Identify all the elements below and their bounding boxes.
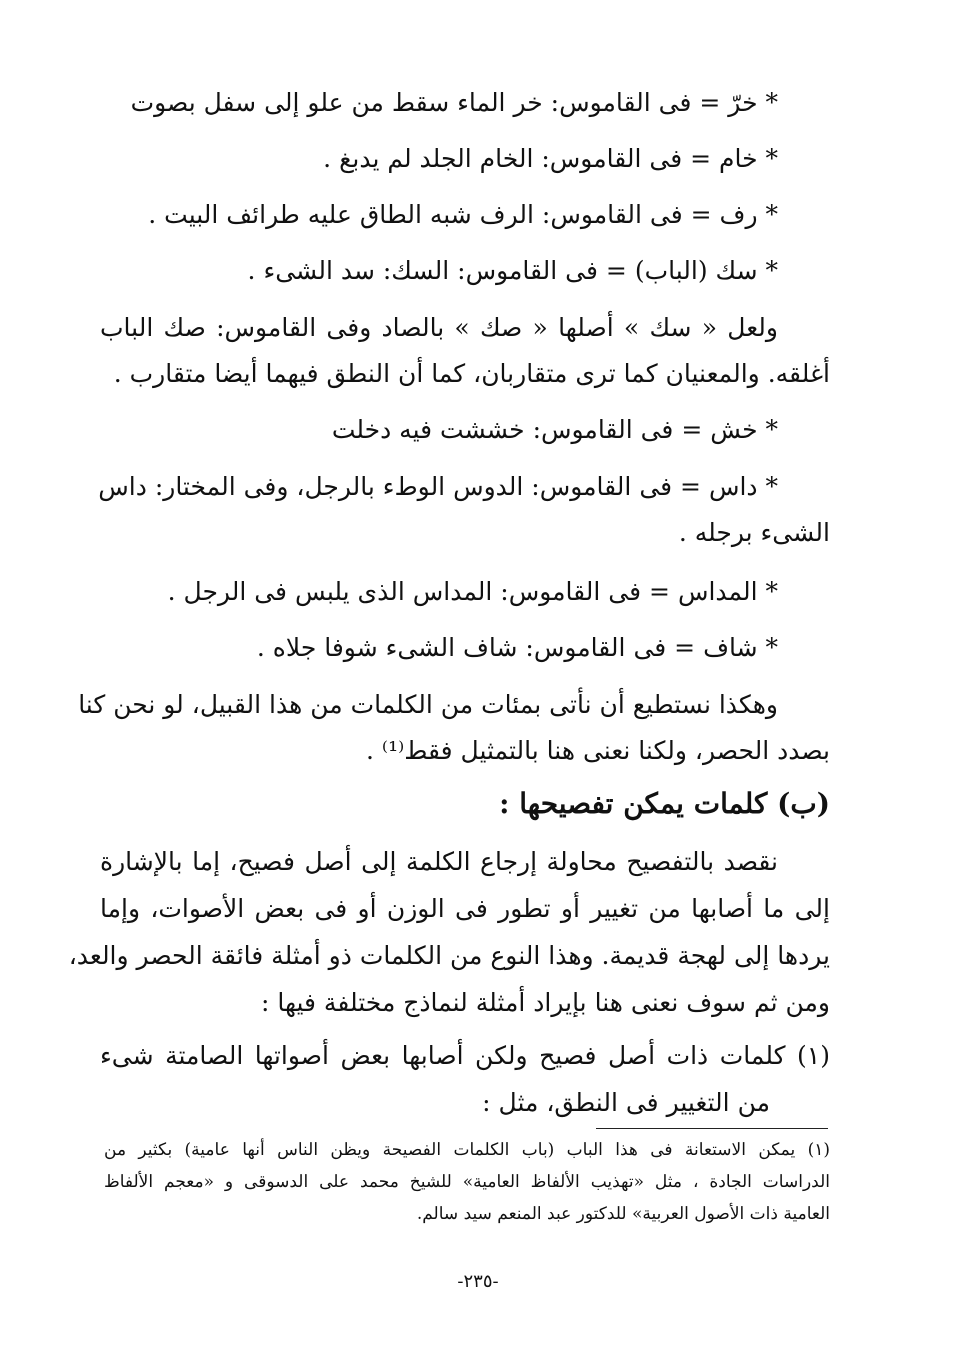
footnote-line-1: (١) يمكن الاستعانة فى هذا الباب (باب الكلمات الفصيحة ويظن الناس أنها عامية) بكثير من	[104, 1140, 830, 1160]
paragraph-hakadha-line-1: وهكذا نستطيع أن نأتى بمئات من الكلمات من هذا القبيل، لو نحن كنا	[78, 690, 778, 719]
entry-kham: * خام = فى القاموس: الخام الجلد لم يدبغ .	[323, 144, 778, 173]
paragraph-hakadha-line-2: بصدد الحصر، ولكنا نعنى هنا بالتمثيل فقط⁽¹⁾ .	[366, 736, 830, 765]
entry-dasa-line-2: الشىء برجله .	[678, 518, 830, 547]
list-item-1-line-1: (١) كلمات ذات أصل فصيح ولكن أصابها بعض أصواتها الصامتة شىء	[100, 1041, 830, 1070]
paragraph-nuqsid-line-4: ومن ثم سوف نعنى هنا بإيراد أمثلة لنماذج مختلفة فيها :	[260, 988, 830, 1017]
entry-madas: * المداس = فى القاموس: المداس الذى يلبس فى الرجل .	[167, 577, 778, 606]
page-number: -٢٣٥-	[457, 1271, 499, 1292]
entry-dasa-line-1: * داس = فى القاموس: الدوس الوطء بالرجل، وفى المختار: داس	[98, 472, 778, 501]
footnote-line-2: الدراسات الجادة ، مثل «تهذيب الألفاظ العامية» للشيخ محمد على الدسوقى و «معجم الألفاظ	[104, 1172, 830, 1192]
paragraph-sak-line-2: أغلقه. والمعنيان كما ترى متقاربان، كما أن النطق فيهما أيضا متقارب .	[113, 359, 830, 388]
list-item-1-line-2: من التغيير فى النطق، مثل :	[482, 1088, 770, 1117]
paragraph-sak-line-1: ولعل « سك » أصلها « صك » بالصاد وفى القاموس: صك الباب	[100, 313, 778, 342]
entry-khash: * خش = فى القاموس: خششت فيه دخلت	[331, 415, 778, 444]
paragraph-nuqsid-line-3: يردها إلى لهجة قديمة. وهذا النوع من الكلمات ذو أمثلة فائقة الحصر والعد،	[68, 941, 830, 970]
entry-raf: * رف = فى القاموس: الرف شبه الطاق عليه طرائف البيت .	[148, 200, 778, 229]
entry-sak: * سك (الباب) = فى القاموس: السك: سد الشىء .	[247, 256, 778, 285]
entry-shaf: * شاف = فى القاموس: شاف الشىء شوفا جلاه .	[256, 633, 778, 662]
section-heading-b: (ب) كلمات يمكن تفصيحها :	[499, 787, 830, 820]
paragraph-nuqsid-line-2: إلى ما أصابها من تغيير أو تطور فى الوزن أو فى بعض الأصوات، وإما	[100, 894, 830, 923]
footnote-divider	[596, 1128, 828, 1129]
paragraph-nuqsid-line-1: نقصد بالتفصيح محاولة إرجاع الكلمة إلى أصل فصيح، إما بالإشارة	[100, 847, 778, 876]
entry-kharr: * خرّ = فى القاموس: خر الماء سقط من علو إلى سفل بصوت	[130, 88, 778, 117]
footnote-line-3: العامية ذات الأصول العربية» للدكتور عبد المنعم سيد سالم.	[416, 1204, 830, 1224]
